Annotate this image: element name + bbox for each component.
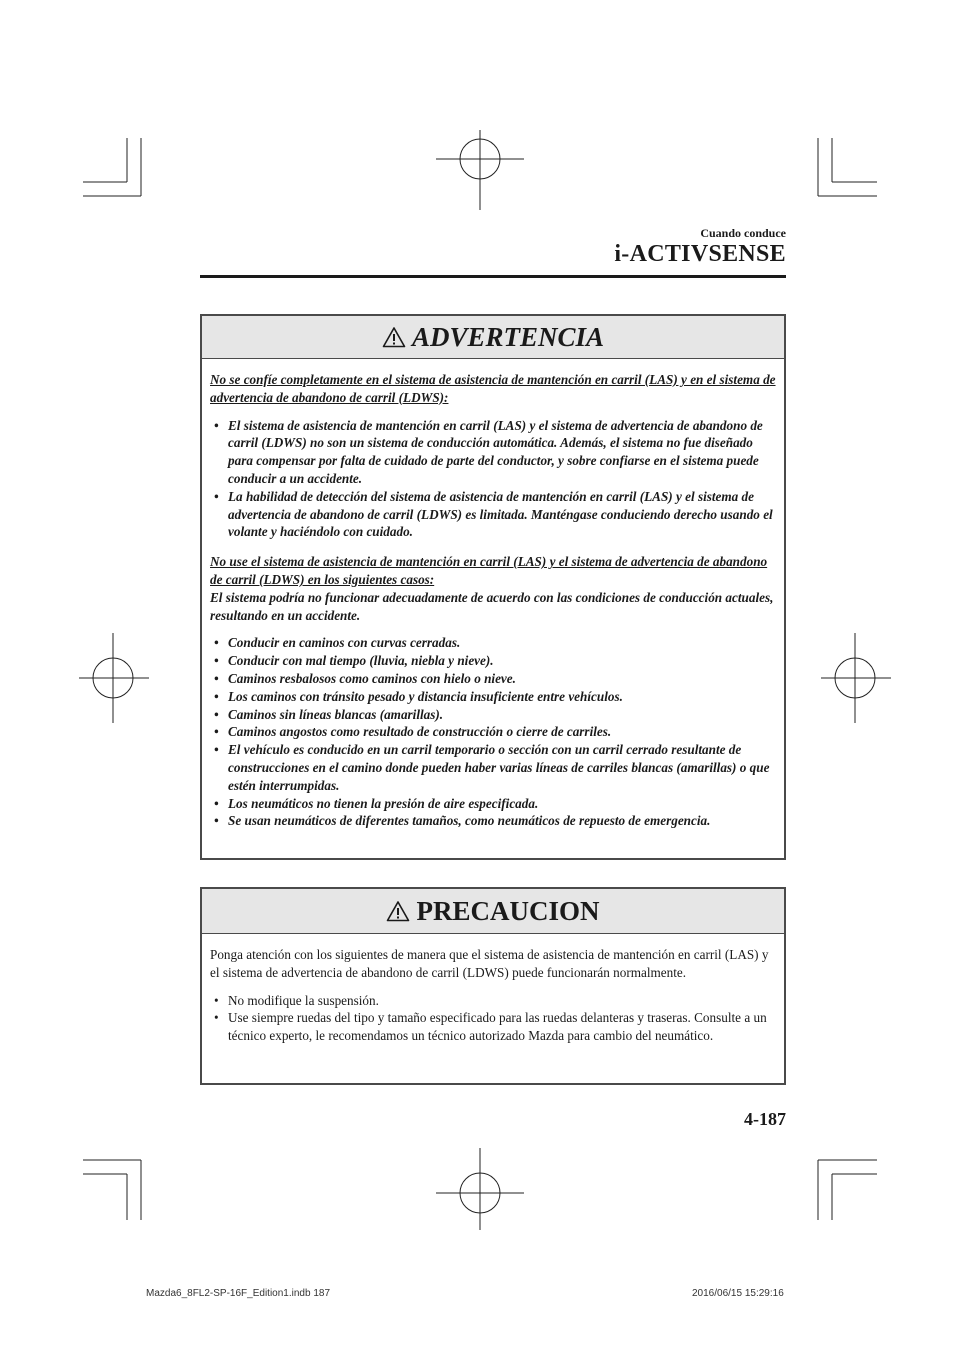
warning-intro-2-text: El sistema podría no funcionar adecuadamente de acuerdo con las condiciones de conducción actuales, resultando en un accidente. — [210, 589, 774, 623]
warning-body — [202, 359, 784, 830]
page-number: 4-187 — [744, 1109, 786, 1129]
warning-header — [202, 316, 784, 359]
warning-intro-2: No use el sistema de asistencia de mantención en carril (LAS) y el sistema de advertencia de abandono de carril (LDWS) en los siguientes casos: — [210, 554, 768, 587]
list-item: • Caminos angostos como resultado de construcción o cierre de carriles. — [214, 724, 612, 740]
caution-list — [210, 992, 776, 1045]
list-item: • Conducir con mal tiempo (lluvia, niebla y nieve). — [214, 653, 494, 669]
warning-triangle-icon — [382, 326, 406, 348]
list-item: • Conducir en caminos con curvas cerradas. — [214, 635, 461, 651]
footer-file-name: Mazda6_8FL2-SP-16F_Edition1.indb 187 — [146, 1288, 331, 1299]
caution-header — [202, 889, 784, 934]
list-item: • La habilidad de detección del sistema de asistencia de mantención en carril (LAS) y el sistema de advertencia de abandono de carril (LDWS) es limitada. Manténgase conduciendo derecho usando el volante y haciéndolo con cuidado. — [214, 488, 773, 540]
list-item: • Los neumáticos no tienen la presión de aire especificada. — [214, 795, 539, 811]
list-item: • Caminos resbalosos como caminos con hielo o nieve. — [214, 670, 516, 686]
section-label: Cuando conduce — [700, 226, 786, 240]
warning-list-1 — [210, 417, 776, 542]
list-item: • No modifique la suspensión. — [214, 992, 379, 1008]
list-item: • Los caminos con tránsito pesado y distancia insuficiente entre vehículos. — [214, 688, 623, 704]
warning-box — [200, 314, 786, 860]
list-item: • Se usan neumáticos de diferentes tamaños, como neumáticos de repuesto de emergencia. — [214, 813, 711, 829]
caution-body — [202, 934, 784, 1045]
list-item: • El sistema de asistencia de mantención en carril (LAS) y el sistema de advertencia de abandono de carril (LDWS) no son un sistema de conducción automática. Además, el sistema no fue diseñado para compensar por falta de cuidado de parte del conductor, y sobre confiarse en el sistema puede conducir a un accidente. — [214, 417, 763, 486]
footer-timestamp: 2016/06/15 15:29:16 — [692, 1288, 784, 1299]
warning-intro: No se confíe completamente en el sistema de asistencia de mantención en carril (LAS) y en el sistema de advertencia de abandono de carril (LDWS): — [210, 372, 776, 405]
caution-intro: Ponga atención con los siguientes de manera que el sistema de asistencia de mantención en carril (LAS) y el sistema de advertencia de abandono de carril (LDWS) puede funcionarán normalmente. — [210, 947, 769, 980]
list-item: • El vehículo es conducido en un carril temporario o sección con un carril cerrado resultante de construcciones en el camino donde pueden haber varias líneas de carriles blancas (amarillas) o que estén interrumpidas. — [214, 742, 770, 793]
warning-list-2 — [210, 634, 776, 830]
list-item: • Caminos sin líneas blancas (amarillas). — [214, 706, 444, 722]
warning-triangle-icon — [386, 900, 410, 922]
list-item: • Use siempre ruedas del tipo y tamaño especificado para las ruedas delanteras y traseras. Consulte a un técnico experto, le recomendamos un técnico autorizado Mazda para cambio del neumático. — [214, 1010, 767, 1044]
warning-title: ADVERTENCIA — [411, 321, 605, 352]
caution-title: PRECAUCION — [416, 895, 600, 926]
header-divider — [200, 275, 786, 278]
page-title: i-ACTIVSENSE — [614, 241, 786, 267]
caution-box — [200, 887, 786, 1085]
